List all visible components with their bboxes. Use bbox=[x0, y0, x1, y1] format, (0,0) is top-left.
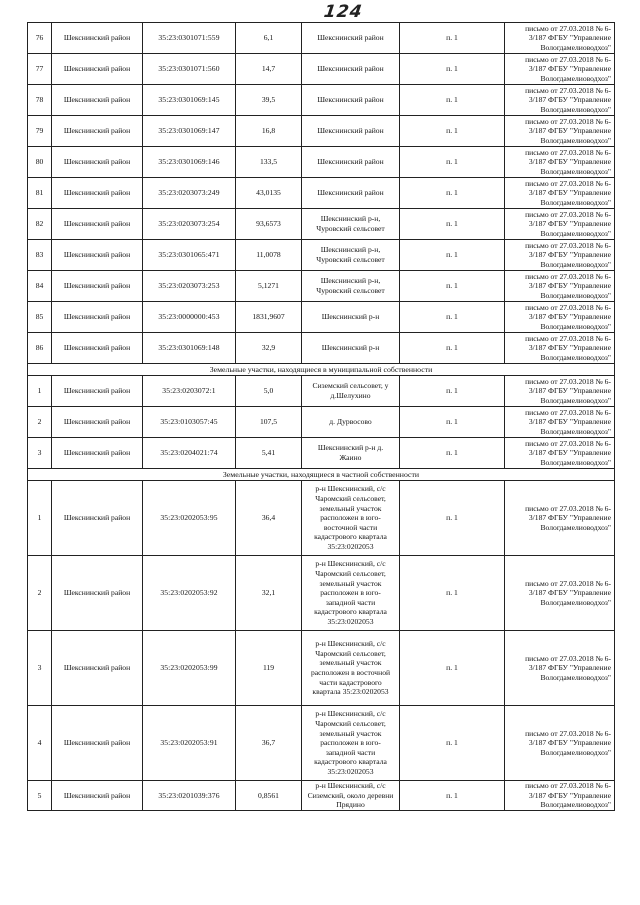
item-cell: п. 1 bbox=[400, 376, 505, 407]
location-cell-line: Шекснинский р-н, bbox=[320, 276, 381, 286]
item-cell: п. 1 bbox=[400, 23, 505, 54]
location-cell-line: расположен в юго- bbox=[320, 513, 381, 523]
document-cell-line: письмо от 27.03.2018 № 6- bbox=[525, 728, 611, 738]
document-cell-line: письмо от 27.03.2018 № 6- bbox=[525, 653, 611, 663]
table-row bbox=[28, 631, 615, 706]
location-cell-line: Шекснинский район bbox=[317, 157, 384, 167]
location-cell bbox=[302, 271, 400, 302]
location-cell bbox=[302, 147, 400, 178]
location-cell-line: квартала 35:23:0202053 bbox=[312, 687, 389, 697]
cadastral-number-cell: 35:23:0201039:376 bbox=[143, 781, 236, 811]
table-row bbox=[28, 706, 615, 781]
table-row bbox=[28, 23, 615, 54]
location-cell-line: Чаромский сельсовет, bbox=[315, 719, 386, 729]
district-cell: Шекснинский район bbox=[52, 407, 143, 438]
district-cell: Шекснинский район bbox=[52, 178, 143, 209]
location-cell-line: д. Дурвосово bbox=[329, 417, 372, 427]
document-cell-line: 3/187 ФГБУ "Управление bbox=[528, 663, 611, 673]
table-row bbox=[28, 116, 615, 147]
item-cell: п. 1 bbox=[400, 85, 505, 116]
location-cell-line: Чаромский сельсовет, bbox=[315, 569, 386, 579]
location-cell-line: расположен в восточной bbox=[310, 668, 391, 677]
document-cell-line: 3/187 ФГБУ "Управление bbox=[528, 790, 611, 800]
cadastral-number-cell: 35:23:0301065:471 bbox=[143, 240, 236, 271]
location-cell bbox=[302, 781, 400, 811]
document-cell-line: письмо от 27.03.2018 № 6- bbox=[525, 333, 611, 343]
location-cell-line: Шекснинский р-н bbox=[321, 312, 380, 322]
location-cell bbox=[302, 556, 400, 631]
document-cell bbox=[505, 631, 615, 706]
row-number: 3 bbox=[28, 631, 52, 706]
district-cell: Шекснинский район bbox=[52, 302, 143, 333]
row-number: 3 bbox=[28, 438, 52, 469]
location-cell-line: 35:23:0202053 bbox=[327, 541, 374, 551]
row-number: 4 bbox=[28, 706, 52, 781]
document-cell bbox=[505, 240, 615, 271]
location-cell-line: р-н Шекснинский, с/с bbox=[315, 781, 386, 791]
item-cell: п. 1 bbox=[400, 438, 505, 469]
document-cell-line: Вологдамелиоводхоз" bbox=[540, 352, 611, 362]
document-cell-line: письмо от 27.03.2018 № 6- bbox=[525, 578, 611, 588]
location-cell-line: части кадастрового bbox=[319, 677, 382, 687]
area-cell: 5,1271 bbox=[236, 271, 302, 302]
document-cell-line: 3/187 ФГБУ "Управление bbox=[528, 126, 611, 136]
table-row bbox=[28, 54, 615, 85]
cadastral-number-cell: 35:23:0203073:254 bbox=[143, 209, 236, 240]
document-cell-line: 3/187 ФГБУ "Управление bbox=[528, 448, 611, 458]
district-cell: Шекснинский район bbox=[52, 781, 143, 811]
section-title: Земельные участки, находящиеся в муниципальной собственности bbox=[28, 364, 615, 376]
table-row bbox=[28, 209, 615, 240]
table-row bbox=[28, 240, 615, 271]
document-cell bbox=[505, 302, 615, 333]
district-cell: Шекснинский район bbox=[52, 631, 143, 706]
area-cell: 39,5 bbox=[236, 85, 302, 116]
document-cell-line: 3/187 ФГБУ "Управление bbox=[528, 343, 611, 353]
item-cell: п. 1 bbox=[400, 271, 505, 302]
item-cell: п. 1 bbox=[400, 302, 505, 333]
document-cell-line: 3/187 ФГБУ "Управление bbox=[528, 417, 611, 427]
location-cell-line: Шекснинский р-н, bbox=[320, 214, 381, 224]
cadastral-number-cell: 35:23:0204021:74 bbox=[143, 438, 236, 469]
document-cell-line: письмо от 27.03.2018 № 6- bbox=[525, 407, 611, 417]
area-cell: 43,0135 bbox=[236, 178, 302, 209]
district-cell: Шекснинский район bbox=[52, 376, 143, 407]
row-number: 83 bbox=[28, 240, 52, 271]
document-cell-line: Вологдамелиоводхоз" bbox=[540, 395, 611, 405]
document-cell bbox=[505, 376, 615, 407]
table-row bbox=[28, 376, 615, 407]
table-row bbox=[28, 333, 615, 364]
document-cell-line: 3/187 ФГБУ "Управление bbox=[528, 64, 611, 74]
document-cell-line: Вологдамелиоводхоз" bbox=[540, 104, 611, 114]
document-cell bbox=[505, 556, 615, 631]
table-body bbox=[28, 23, 615, 811]
item-cell: п. 1 bbox=[400, 781, 505, 811]
document-cell bbox=[505, 438, 615, 469]
location-cell-line: земельный участок bbox=[319, 658, 382, 668]
document-cell-line: письмо от 27.03.2018 № 6- bbox=[525, 438, 611, 448]
cadastral-number-cell: 35:23:0000000:453 bbox=[143, 302, 236, 333]
item-cell: п. 1 bbox=[400, 706, 505, 781]
location-cell-line: Шекснинский р-н д. bbox=[317, 443, 384, 453]
section-title: Земельные участки, находящиеся в частной собственности bbox=[28, 469, 615, 481]
location-cell-line: Прядино bbox=[336, 800, 365, 810]
document-cell-line: Вологдамелиоводхоз" bbox=[540, 73, 611, 83]
location-cell-line: западной части bbox=[325, 747, 376, 757]
document-cell-line: Вологдамелиоводхоз" bbox=[540, 426, 611, 436]
document-cell-line: письмо от 27.03.2018 № 6- bbox=[525, 209, 611, 219]
area-cell: 133,5 bbox=[236, 147, 302, 178]
item-cell: п. 1 bbox=[400, 631, 505, 706]
location-cell-line: кадастрового квартала bbox=[314, 532, 387, 542]
row-number: 2 bbox=[28, 556, 52, 631]
cadastral-number-cell: 35:23:0301069:145 bbox=[143, 85, 236, 116]
table-row bbox=[28, 85, 615, 116]
document-cell-line: 3/187 ФГБУ "Управление bbox=[528, 588, 611, 598]
item-cell: п. 1 bbox=[400, 407, 505, 438]
document-cell-line: письмо от 27.03.2018 № 6- bbox=[525, 781, 611, 791]
location-cell-line: Шекснинский район bbox=[317, 64, 384, 74]
document-cell-line: Вологдамелиоводхоз" bbox=[540, 135, 611, 145]
location-cell-line: кадастрового квартала bbox=[314, 607, 387, 617]
area-cell: 0,8561 bbox=[236, 781, 302, 811]
cadastral-number-cell: 35:23:0301069:146 bbox=[143, 147, 236, 178]
document-cell-line: письмо от 27.03.2018 № 6- bbox=[525, 116, 611, 126]
section-header-row bbox=[28, 469, 615, 481]
cadastral-number-cell: 35:23:0202053:92 bbox=[143, 556, 236, 631]
document-cell-line: Вологдамелиоводхоз" bbox=[540, 166, 611, 176]
document-cell-line: 3/187 ФГБУ "Управление bbox=[528, 250, 611, 260]
district-cell: Шекснинский район bbox=[52, 85, 143, 116]
area-cell: 5,41 bbox=[236, 438, 302, 469]
district-cell: Шекснинский район bbox=[52, 54, 143, 85]
location-cell bbox=[302, 54, 400, 85]
item-cell: п. 1 bbox=[400, 209, 505, 240]
item-cell: п. 1 bbox=[400, 54, 505, 85]
location-cell-line: Чуровский сельсовет bbox=[316, 286, 385, 295]
item-cell: п. 1 bbox=[400, 481, 505, 556]
district-cell: Шекснинский район bbox=[52, 209, 143, 240]
area-cell: 1831,9607 bbox=[236, 302, 302, 333]
document-cell bbox=[505, 147, 615, 178]
cadastral-number-cell: 35:23:0202053:95 bbox=[143, 481, 236, 556]
row-number: 78 bbox=[28, 85, 52, 116]
location-cell-line: д.Шелухино bbox=[330, 391, 371, 400]
document-cell-line: Вологдамелиоводхоз" bbox=[540, 321, 611, 331]
item-cell: п. 1 bbox=[400, 178, 505, 209]
location-cell bbox=[302, 376, 400, 407]
page-number: 124 bbox=[322, 2, 364, 22]
document-cell-line: Вологдамелиоводхоз" bbox=[540, 457, 611, 467]
document-cell-line: Вологдамелиоводхоз" bbox=[540, 597, 611, 607]
document-cell bbox=[505, 481, 615, 556]
row-number: 77 bbox=[28, 54, 52, 85]
location-cell-line: Чаромский сельсовет, bbox=[315, 494, 386, 504]
row-number: 5 bbox=[28, 781, 52, 811]
location-cell-line: кадастрового квартала bbox=[314, 757, 387, 767]
table-row bbox=[28, 781, 615, 811]
row-number: 85 bbox=[28, 302, 52, 333]
district-cell: Шекснинский район bbox=[52, 706, 143, 781]
location-cell-line: Шекснинский р-н, bbox=[320, 245, 381, 255]
district-cell: Шекснинский район bbox=[52, 271, 143, 302]
document-cell-line: 3/187 ФГБУ "Управление bbox=[528, 281, 611, 291]
area-cell: 11,0078 bbox=[236, 240, 302, 271]
document-cell-line: 3/187 ФГБУ "Управление bbox=[528, 157, 611, 167]
table-row bbox=[28, 271, 615, 302]
document-cell-line: Вологдамелиоводхоз" bbox=[540, 42, 611, 52]
area-cell: 16,8 bbox=[236, 116, 302, 147]
document-cell bbox=[505, 706, 615, 781]
location-cell-line: расположен в юго- bbox=[320, 738, 381, 748]
table-row bbox=[28, 556, 615, 631]
district-cell: Шекснинский район bbox=[52, 333, 143, 364]
table-row bbox=[28, 147, 615, 178]
document-cell bbox=[505, 85, 615, 116]
document-cell bbox=[505, 333, 615, 364]
cadastral-number-cell: 35:23:0301069:148 bbox=[143, 333, 236, 364]
district-cell: Шекснинский район bbox=[52, 147, 143, 178]
location-cell-line: Сиземский сельсовет, у bbox=[312, 381, 389, 391]
location-cell bbox=[302, 407, 400, 438]
document-cell-line: 3/187 ФГБУ "Управление bbox=[528, 312, 611, 322]
location-cell bbox=[302, 240, 400, 271]
table-row bbox=[28, 481, 615, 556]
district-cell: Шекснинский район bbox=[52, 556, 143, 631]
location-cell-line: р-н Шекснинский, с/с bbox=[315, 559, 386, 569]
district-cell: Шекснинский район bbox=[52, 116, 143, 147]
document-cell-line: 3/187 ФГБУ "Управление bbox=[528, 95, 611, 105]
document-cell-line: Вологдамелиоводхоз" bbox=[540, 800, 611, 810]
area-cell: 32,1 bbox=[236, 556, 302, 631]
location-cell bbox=[302, 631, 400, 706]
location-cell-line: Сиземский, около деревни bbox=[307, 790, 394, 800]
row-number: 79 bbox=[28, 116, 52, 147]
location-cell bbox=[302, 481, 400, 556]
location-cell bbox=[302, 438, 400, 469]
document-cell-line: 3/187 ФГБУ "Управление bbox=[528, 513, 611, 523]
location-cell-line: западной части bbox=[325, 597, 376, 607]
document-cell-line: письмо от 27.03.2018 № 6- bbox=[525, 54, 611, 64]
location-cell-line: расположен в юго- bbox=[320, 588, 381, 598]
location-cell-line: 35:23:0202053 bbox=[327, 616, 374, 626]
area-cell: 36,7 bbox=[236, 706, 302, 781]
row-number: 86 bbox=[28, 333, 52, 364]
location-cell-line: Чаромский сельсовет, bbox=[315, 648, 386, 658]
cadastral-number-cell: 35:23:0103057:45 bbox=[143, 407, 236, 438]
land-plots-table bbox=[27, 22, 615, 811]
document-cell bbox=[505, 781, 615, 811]
item-cell: п. 1 bbox=[400, 240, 505, 271]
item-cell: п. 1 bbox=[400, 116, 505, 147]
location-cell-line: земельный участок bbox=[319, 578, 382, 588]
row-number: 2 bbox=[28, 407, 52, 438]
document-cell-line: письмо от 27.03.2018 № 6- bbox=[525, 302, 611, 312]
document-cell-line: Вологдамелиоводхоз" bbox=[540, 228, 611, 238]
location-cell-line: Шекснинский район bbox=[317, 188, 384, 198]
cadastral-number-cell: 35:23:0301071:560 bbox=[143, 54, 236, 85]
document-cell-line: Вологдамелиоводхоз" bbox=[540, 259, 611, 269]
location-cell-line: земельный участок bbox=[319, 728, 382, 738]
location-cell bbox=[302, 209, 400, 240]
location-cell-line: восточной части bbox=[323, 522, 378, 532]
document-cell-line: 3/187 ФГБУ "Управление bbox=[528, 33, 611, 43]
document-cell-line: Вологдамелиоводхоз" bbox=[540, 747, 611, 757]
location-cell-line: Шекснинский район bbox=[317, 126, 384, 136]
document-cell-line: письмо от 27.03.2018 № 6- bbox=[525, 240, 611, 250]
document-cell bbox=[505, 178, 615, 209]
document-cell-line: Вологдамелиоводхоз" bbox=[540, 197, 611, 207]
document-cell-line: письмо от 27.03.2018 № 6- bbox=[525, 376, 611, 386]
document-cell-line: Вологдамелиоводхоз" bbox=[540, 672, 611, 682]
document-cell-line: письмо от 27.03.2018 № 6- bbox=[525, 23, 611, 33]
location-cell-line: р-н Шекснинский, с/с bbox=[315, 709, 386, 719]
location-cell-line: Шекснинский район bbox=[317, 95, 384, 105]
location-cell bbox=[302, 706, 400, 781]
table-row bbox=[28, 407, 615, 438]
area-cell: 5,0 bbox=[236, 376, 302, 407]
location-cell-line: Чуровский сельсовет bbox=[316, 224, 385, 233]
location-cell-line: Шекснинский район bbox=[317, 33, 384, 43]
area-cell: 6,1 bbox=[236, 23, 302, 54]
location-cell-line: Шекснинский р-н bbox=[321, 343, 380, 353]
cadastral-number-cell: 35:23:0203073:253 bbox=[143, 271, 236, 302]
cadastral-number-cell: 35:23:0301071:559 bbox=[143, 23, 236, 54]
district-cell: Шекснинский район bbox=[52, 240, 143, 271]
table-row bbox=[28, 438, 615, 469]
cadastral-number-cell: 35:23:0301069:147 bbox=[143, 116, 236, 147]
document-cell-line: письмо от 27.03.2018 № 6- bbox=[525, 178, 611, 188]
section-header-row bbox=[28, 364, 615, 376]
area-cell: 36,4 bbox=[236, 481, 302, 556]
row-number: 76 bbox=[28, 23, 52, 54]
cadastral-number-cell: 35:23:0202053:99 bbox=[143, 631, 236, 706]
item-cell: п. 1 bbox=[400, 556, 505, 631]
document-cell bbox=[505, 116, 615, 147]
area-cell: 119 bbox=[236, 631, 302, 706]
document-cell bbox=[505, 54, 615, 85]
document-cell-line: письмо от 27.03.2018 № 6- bbox=[525, 503, 611, 513]
row-number: 1 bbox=[28, 376, 52, 407]
location-cell bbox=[302, 85, 400, 116]
area-cell: 107,5 bbox=[236, 407, 302, 438]
document-cell-line: Вологдамелиоводхоз" bbox=[540, 290, 611, 300]
document-cell-line: 3/187 ФГБУ "Управление bbox=[528, 219, 611, 229]
district-cell: Шекснинский район bbox=[52, 481, 143, 556]
location-cell bbox=[302, 302, 400, 333]
location-cell-line: р-н Шекснинский, с/с bbox=[315, 484, 386, 494]
cadastral-number-cell: 35:23:0202053:91 bbox=[143, 706, 236, 781]
location-cell-line: р-н Шекснинский, с/с bbox=[315, 639, 386, 649]
area-cell: 93,6573 bbox=[236, 209, 302, 240]
document-cell bbox=[505, 23, 615, 54]
item-cell: п. 1 bbox=[400, 147, 505, 178]
area-cell: 14,7 bbox=[236, 54, 302, 85]
row-number: 82 bbox=[28, 209, 52, 240]
document-cell-line: 3/187 ФГБУ "Управление bbox=[528, 386, 611, 396]
document-cell bbox=[505, 407, 615, 438]
document-cell-line: письмо от 27.03.2018 № 6- bbox=[525, 85, 611, 95]
location-cell-line: земельный участок bbox=[319, 503, 382, 513]
document-cell-line: 3/187 ФГБУ "Управление bbox=[528, 188, 611, 198]
item-cell: п. 1 bbox=[400, 333, 505, 364]
row-number: 1 bbox=[28, 481, 52, 556]
location-cell bbox=[302, 116, 400, 147]
document-cell-line: письмо от 27.03.2018 № 6- bbox=[525, 147, 611, 157]
document-cell-line: 3/187 ФГБУ "Управление bbox=[528, 738, 611, 748]
document-cell-line: Вологдамелиоводхоз" bbox=[540, 522, 611, 532]
location-cell bbox=[302, 23, 400, 54]
area-cell: 32,9 bbox=[236, 333, 302, 364]
district-cell: Шекснинский район bbox=[52, 438, 143, 469]
cadastral-number-cell: 35:23:0203073:249 bbox=[143, 178, 236, 209]
document-cell-line: письмо от 27.03.2018 № 6- bbox=[525, 271, 611, 281]
cadastral-number-cell: 35:23:0203072:1 bbox=[143, 376, 236, 407]
location-cell-line: 35:23:0202053 bbox=[327, 766, 374, 776]
location-cell bbox=[302, 178, 400, 209]
document-cell bbox=[505, 271, 615, 302]
row-number: 84 bbox=[28, 271, 52, 302]
row-number: 80 bbox=[28, 147, 52, 178]
row-number: 81 bbox=[28, 178, 52, 209]
location-cell-line: Жаино bbox=[339, 453, 362, 462]
table-row bbox=[28, 302, 615, 333]
table-row bbox=[28, 178, 615, 209]
location-cell-line: Чуровский сельсовет bbox=[316, 255, 385, 264]
document-cell bbox=[505, 209, 615, 240]
district-cell: Шекснинский район bbox=[52, 23, 143, 54]
location-cell bbox=[302, 333, 400, 364]
